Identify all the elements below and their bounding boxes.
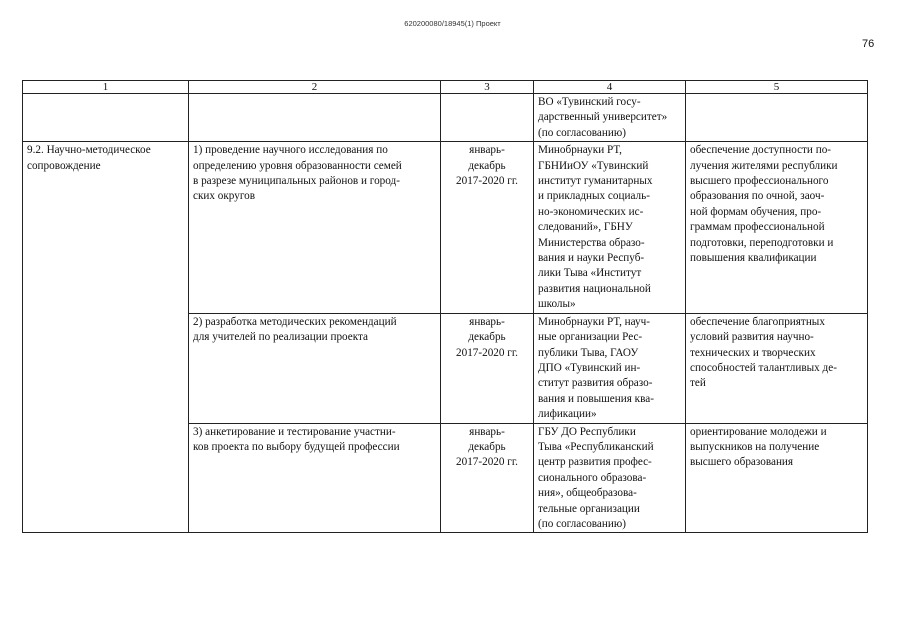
table-cell (686, 94, 868, 142)
column-number: 2 (189, 81, 441, 94)
table-row (23, 142, 868, 313)
column-number: 5 (686, 81, 868, 94)
continuation-row (23, 94, 868, 142)
column-number: 3 (441, 81, 534, 94)
measures-table (22, 80, 868, 533)
period-cell: январь- декабрь 2017-2020 гг. (441, 423, 534, 533)
period-cell: январь- декабрь 2017-2020 гг. (441, 313, 534, 423)
executors-cell: Минобрнауки РТ, науч- ные организации Рес- публики Тыва, ГАОУ ДПО «Тувинский ин- ститут развития образо- вания и повышения ква- лификации» (534, 313, 686, 423)
executors-cell: ГБУ ДО Республики Тыва «Республиканский центр развития профес- сионального образова- ния», общеобразова- тельные организации (по согласованию) (534, 423, 686, 533)
action-cell: 3) анкетирование и тестирование участни- ков проекта по выбору будущей профессии (189, 423, 441, 533)
table-cell (23, 94, 189, 142)
column-number: 4 (534, 81, 686, 94)
table-cell (441, 94, 534, 142)
column-number-row (23, 81, 868, 94)
column-number: 1 (23, 81, 189, 94)
period-cell: январь- декабрь 2017-2020 гг. (441, 142, 534, 313)
result-cell: ориентирование молодежи и выпускников на получение высшего образования (686, 423, 868, 533)
section-title: 9.2. Научно-методическое сопровождение (23, 142, 189, 533)
executors-cell: Минобрнауки РТ, ГБНИиОУ «Тувинский институт гуманитарных и прикладных социаль- но-экономических ис- следований», ГБНУ Министерства образо- вания и науки Респуб- лики Тыва «Институт развития национальной школы» (534, 142, 686, 313)
page-number: 76 (862, 38, 875, 50)
table-cell (189, 94, 441, 142)
result-cell: обеспечение доступности по- лучения жителями республики высшего профессионального образования по очной, заоч- ной формам обучения, про- граммам профессиональной подготовки, переподготовки и повышения квалификации (686, 142, 868, 313)
action-cell: 1) проведение научного исследования по определению уровня образованности семей в разрезе муниципальных районов и город- ских округов (189, 142, 441, 313)
document-id: 620200080/18945(1) Проект (404, 19, 501, 28)
action-cell: 2) разработка методических рекомендаций для учителей по реализации проекта (189, 313, 441, 423)
executors-cell: ВО «Тувинский госу- дарственный университет» (по согласованию) (534, 94, 686, 142)
result-cell: обеспечение благоприятных условий развития научно- технических и творческих способностей талантливых де- тей (686, 313, 868, 423)
